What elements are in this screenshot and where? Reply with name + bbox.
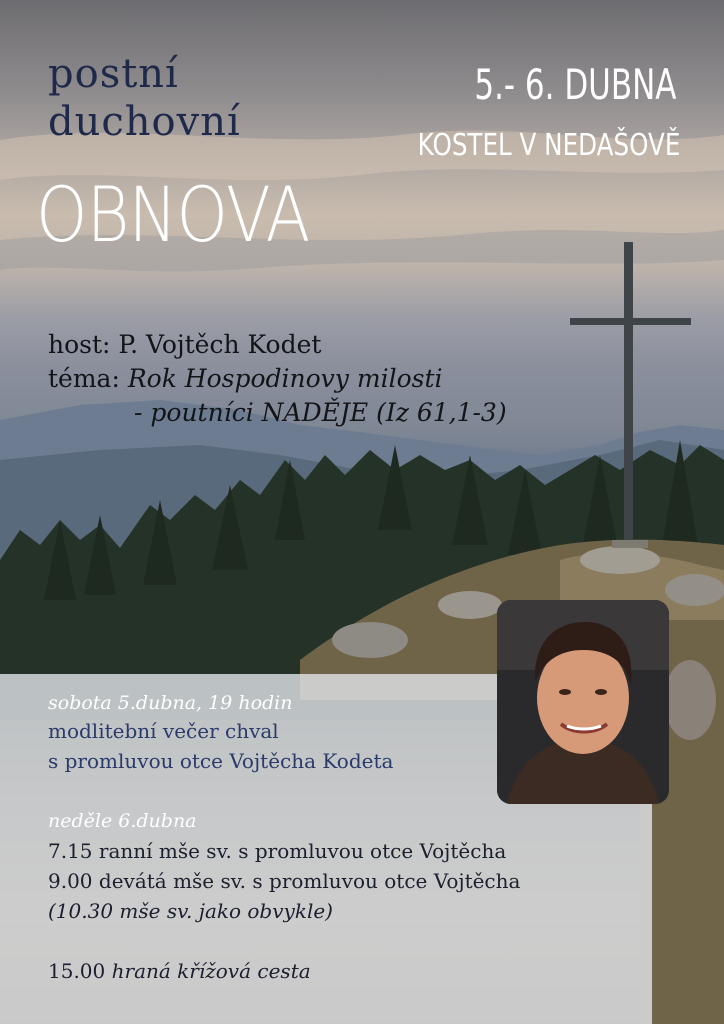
event-date: 5.- 6. DUBNA	[473, 60, 676, 109]
event-title-small	[48, 50, 241, 146]
way-of-cross	[48, 956, 311, 986]
theme-line-1: Rok Hospodinovy milosti	[127, 364, 443, 393]
sunday-heading: neděle 6.dubna	[48, 810, 197, 832]
event-title-main: OBNOVA	[36, 170, 310, 259]
way-label: hraná křížová cesta	[111, 959, 311, 983]
host-name: P. Vojtěch Kodet	[118, 330, 322, 359]
saturday-line-2: s promluvou otce Vojtěcha Kodeta	[48, 749, 394, 773]
saturday-heading: sobota 5.dubna, 19 hodin	[48, 692, 293, 714]
saturday-line-1: modlitební večer chval	[48, 719, 279, 743]
host-label: host:	[48, 330, 111, 359]
event-place: KOSTEL V NEDAŠOVĚ	[417, 128, 680, 163]
sunday-mass-2: 9.00 devátá mše sv. s promluvou otce Vojtěcha	[48, 869, 521, 893]
way-time: 15.00	[48, 959, 106, 983]
portrait-image	[497, 600, 669, 804]
theme-label: téma:	[48, 364, 120, 393]
sunday-mass-1: 7.15 ranní mše sv. s promluvou otce Vojtěcha	[48, 839, 507, 863]
title-line-2: duchovní	[48, 99, 241, 145]
speaker-photo	[497, 600, 669, 804]
theme-line-2: - poutníci NADĚJE (Iz 61,1-3)	[134, 398, 507, 427]
title-line-1: postní	[48, 51, 179, 97]
guest-info	[48, 328, 507, 430]
sunday-mass-3: (10.30 mše sv. jako obvykle)	[48, 899, 333, 923]
